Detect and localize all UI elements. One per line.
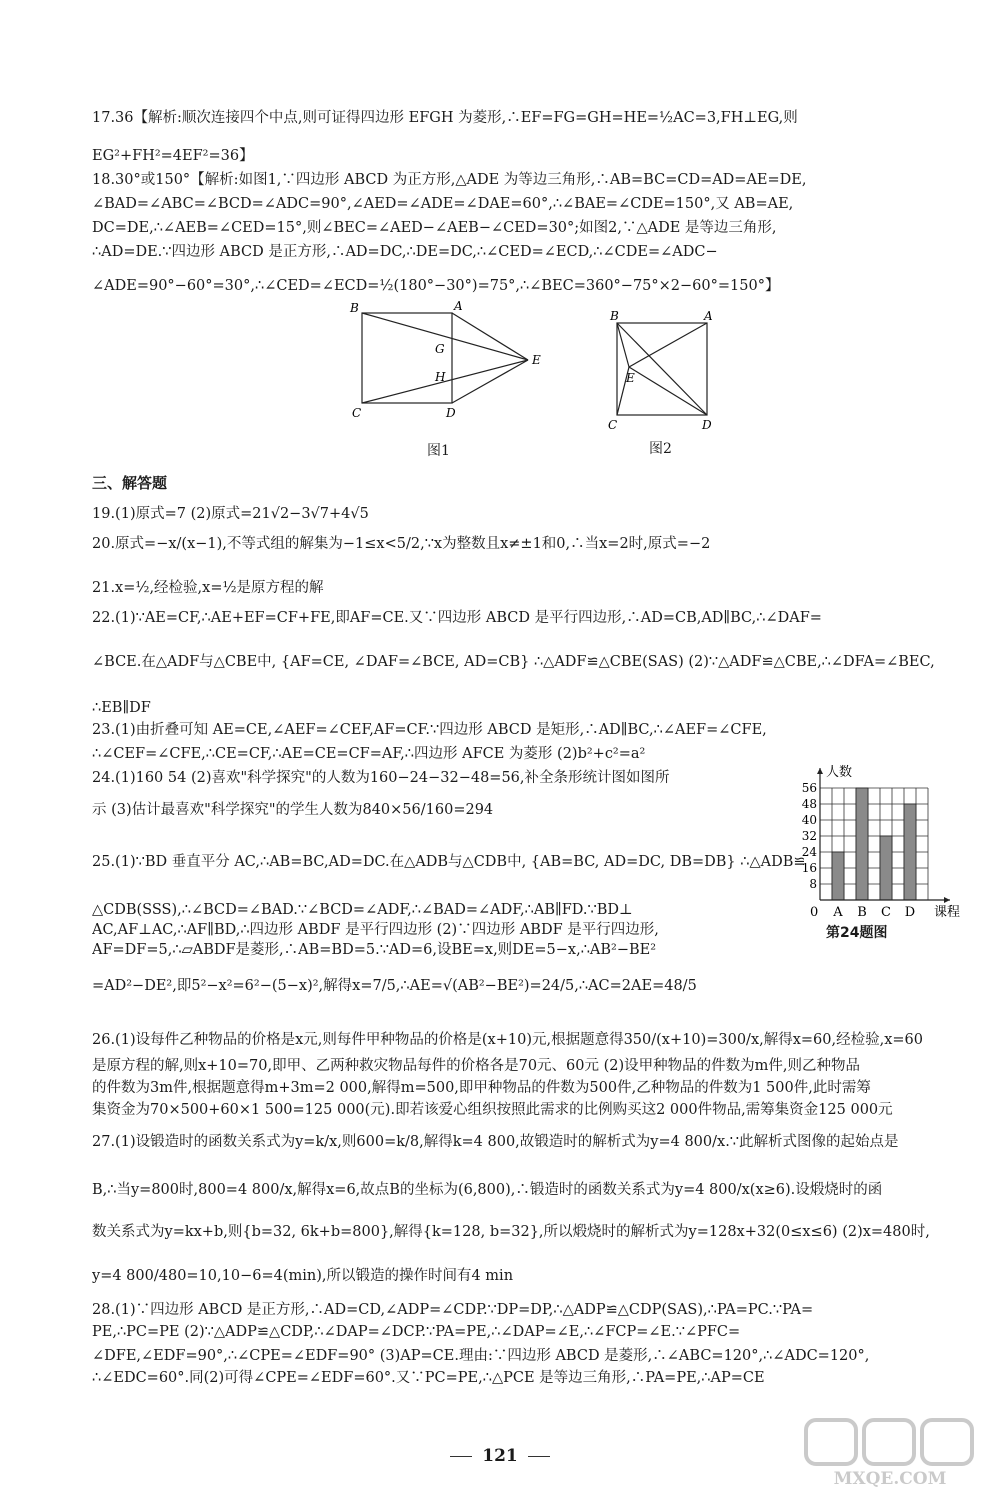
y-tick-label: 8 <box>809 877 817 891</box>
fig1-label-c: C <box>352 406 362 420</box>
fig2-label-b: B <box>610 309 619 323</box>
fig1-label-e: E <box>532 353 541 367</box>
figure-1-caption: 图1 <box>427 443 450 459</box>
fig1-label-g: G <box>435 342 445 356</box>
text-line: EG²+FH²=4EF²=36】 <box>92 148 254 164</box>
y-tick-label: 40 <box>801 813 817 827</box>
text-line: 21.x=½,经检验,x=½是原方程的解 <box>92 580 324 596</box>
fig1-label-b: B <box>350 301 359 315</box>
svg-text:MXQE.COM: MXQE.COM <box>833 1469 947 1489</box>
x-tick-label: B <box>857 905 867 920</box>
fig1-label-a: A <box>454 300 463 313</box>
text-line: 的件数为3m件,根据题意得m+3m=2 000,解得m=500,即甲种物品的件数为500件,乙种物品的件数为1 500件,此时需筹 <box>92 1080 871 1096</box>
text-line: 28.(1)∵四边形 ABCD 是正方形,∴AD=CD,∠ADP=∠CDP.∵DP=DP,∴△ADP≌△CDP(SAS),∴PA=PC.∵PA= <box>92 1302 814 1318</box>
text-line: 25.(1)∵BD 垂直平分 AC,∴AB=BC,AD=DC.在△ADB与△CDB中, {AB=BC, AD=DC, DB=DB} ∴△ADB≌ <box>92 854 806 870</box>
watermark-logo <box>802 1418 982 1490</box>
figure-2 <box>600 305 730 435</box>
x-tick-label: A <box>833 905 843 920</box>
y-tick-label: 16 <box>801 861 817 875</box>
text-line: 17.36【解析:顺次连接四个中点,则可证得四边形 EFGH 为菱形,∴EF=FG=GH=HE=½AC=3,FH⊥EG,则 <box>92 110 798 126</box>
text-line: ∠DFE,∠EDF=90°,∴∠CPE=∠EDF=90° (3)AP=CE.理由:∵四边形 ABCD 是菱形,∴∠ABC=120°,∴∠ADC=120°, <box>92 1348 870 1364</box>
fig2-label-e: E <box>626 371 635 385</box>
figure-2-caption: 图2 <box>649 441 672 457</box>
text-line: ∠BAD=∠ABC=∠BCD=∠ADC=90°,∠AED=∠ADE=∠DAE=60°,∴∠BAE=∠CDE=150°,又 AB=AE, <box>92 196 794 212</box>
text-line: B,∴当y=800时,800=4 800/x,解得x=6,故点B的坐标为(6,800),∴锻造时的函数关系式为y=4 800/x(x≥6).设煅烧时的函 <box>92 1182 883 1198</box>
fig2-label-c: C <box>608 418 618 432</box>
text-line: 27.(1)设锻造时的函数关系式为y=k/x,则600=k/8,解得k=4 800,故锻造时的解析式为y=4 800/x.∵此解析式图像的起始点是 <box>92 1134 899 1150</box>
x-tick-label: C <box>881 905 891 920</box>
text-line: ∴EB∥DF <box>92 700 151 716</box>
section-title: 三、解答题 <box>92 474 168 492</box>
bar-A <box>832 852 844 900</box>
bar-chart-q24 <box>790 760 970 920</box>
y-tick-label: 56 <box>801 781 817 795</box>
text-line: 18.30°或150°【解析:如图1,∵四边形 ABCD 为正方形,△ADE 为等边三角形,∴AB=BC=CD=AD=AE=DE, <box>92 172 807 188</box>
text-line: 示 (3)估计最喜欢"科学探究"的学生人数为840×56/160=294 <box>92 802 494 818</box>
y-tick-label: 48 <box>801 797 817 811</box>
text-line: 24.(1)160 54 (2)喜欢"科学探究"的人数为160−24−32−48=56,补全条形统计图如图所 <box>92 770 670 786</box>
y-tick-label: 32 <box>801 829 817 843</box>
text-line: 19.(1)原式=7 (2)原式=21√2−3√7+4√5 <box>92 506 369 522</box>
figure-1 <box>340 300 560 450</box>
y-axis-arrow <box>817 768 823 774</box>
text-line: 是原方程的解,则x+10=70,即甲、乙两种救灾物品每件的价格各是70元、60元 (2)设甲种物品的件数为m件,则乙种物品 <box>92 1058 861 1074</box>
origin-label: 0 <box>810 905 819 920</box>
text-line: y=4 800/480=10,10−6=4(min),所以锻造的操作时间有4 min <box>92 1268 514 1284</box>
y-tick-label: 24 <box>801 845 817 859</box>
text-line: ∠BCE.在△ADF与△CBE中, {AF=CE, ∠DAF=∠BCE, AD=CB} ∴△ADF≌△CBE(SAS) (2)∵△ADF≌△CBE,∴∠DFA=∠BEC, <box>92 654 935 670</box>
x-tick-label: D <box>904 905 916 920</box>
fig2-label-a: A <box>704 309 713 323</box>
text-line: =AD²−DE²,即5²−x²=6²−(5−x)²,解得x=7/5,∴AE=√(AB²−BE²)=24/5,∴AC=2AE=48/5 <box>92 978 697 994</box>
text-line: 数关系式为y=kx+b,则{b=32, 6k+b=800},解得{k=128, b=32},所以煅烧时的解析式为y=128x+32(0≤x≤6) (2)x=480时, <box>92 1224 930 1240</box>
bar-B <box>856 788 868 900</box>
bar-C <box>880 836 892 900</box>
text-line: PE,∴PC=PE (2)∵△ADP≌△CDP,∴∠DAP=∠DCP.∵PA=PE,∴∠DAP=∠E,∴∠FCP=∠E.∵∠PFC= <box>92 1324 741 1340</box>
text-line: AF=DF=5,∴▱ABDF是菱形,∴AB=BD=5.∵AD=6,设BE=x,则DE=5−x,∴AB²−BE² <box>92 942 657 958</box>
text-line: 20.原式=−x/(x−1),不等式组的解集为−1≤x<5/2,∵x为整数且x≠±1和0,∴当x=2时,原式=−2 <box>92 536 711 552</box>
text-line: 26.(1)设每件乙种物品的价格是x元,则每件甲种物品的价格是(x+10)元,根据题意得350/(x+10)=300/x,解得x=60,经检验,x=60 <box>92 1032 924 1048</box>
x-axis-label: 课程 <box>934 905 961 920</box>
y-axis-label: 人数 <box>826 765 853 780</box>
fig2-label-d: D <box>702 418 712 432</box>
bar-D <box>904 804 916 900</box>
text-line: ∴∠CEF=∠CFE,∴CE=CF,∴AE=CE=CF=AF,∴四边形 AFCE 为菱形 (2)b²+c²=a² <box>92 746 646 762</box>
fig1-label-h: H <box>435 370 446 384</box>
text-line: ∴AD=DE.∵四边形 ABCD 是正方形,∴AD=DC,∴DE=DC,∴∠CED=∠ECD,∴∠CDE=∠ADC− <box>92 244 718 260</box>
fig1-label-d: D <box>446 406 456 420</box>
x-axis-arrow <box>944 897 950 903</box>
text-line: ∴∠EDC=60°.同(2)可得∠CPE=∠EDF=60°.又∵PC=PE,∴△PCE 是等边三角形,∴PA=PE,∴AP=CE <box>92 1370 765 1386</box>
text-line: 22.(1)∵AE=CF,∴AE+EF=CF+FE,即AF=CE.又∵四边形 ABCD 是平行四边形,∴AD=CB,AD∥BC,∴∠DAF= <box>92 610 822 626</box>
text-line: 23.(1)由折叠可知 AE=CE,∠AEF=∠CEF,AF=CF.∵四边形 ABCD 是矩形,∴AD∥BC,∴∠AEF=∠CFE, <box>92 722 767 738</box>
text-line: ∠ADE=90°−60°=30°,∴∠CED=∠ECD=½(180°−30°)=75°,∴∠BEC=360°−75°×2−60°=150°】 <box>92 278 780 294</box>
chart-caption: 第24题图 <box>826 925 888 941</box>
text-line: AC,AF⊥AC,∴AF∥BD,∴四边形 ABDF 是平行四边形 (2)∵四边形 ABDF 是平行四边形, <box>92 922 659 938</box>
text-line: 集资金为70×500+60×1 500=125 000(元).即若该爱心组织按照此需求的比例购买这2 000件物品,需筹集资金125 000元 <box>92 1102 893 1118</box>
text-line: △CDB(SSS),∴∠BCD=∠BAD.∵∠BCD=∠ADF,∴∠BAD=∠ADF,∴AB∥FD.∵BD⊥ <box>92 902 633 918</box>
text-line: DC=DE,∴∠AEB=∠CED=15°,则∠BEC=∠AED−∠AEB−∠CED=30°;如图2,∵△ADE 是等边三角形, <box>92 220 777 236</box>
page-number: 121 <box>0 1446 1000 1466</box>
